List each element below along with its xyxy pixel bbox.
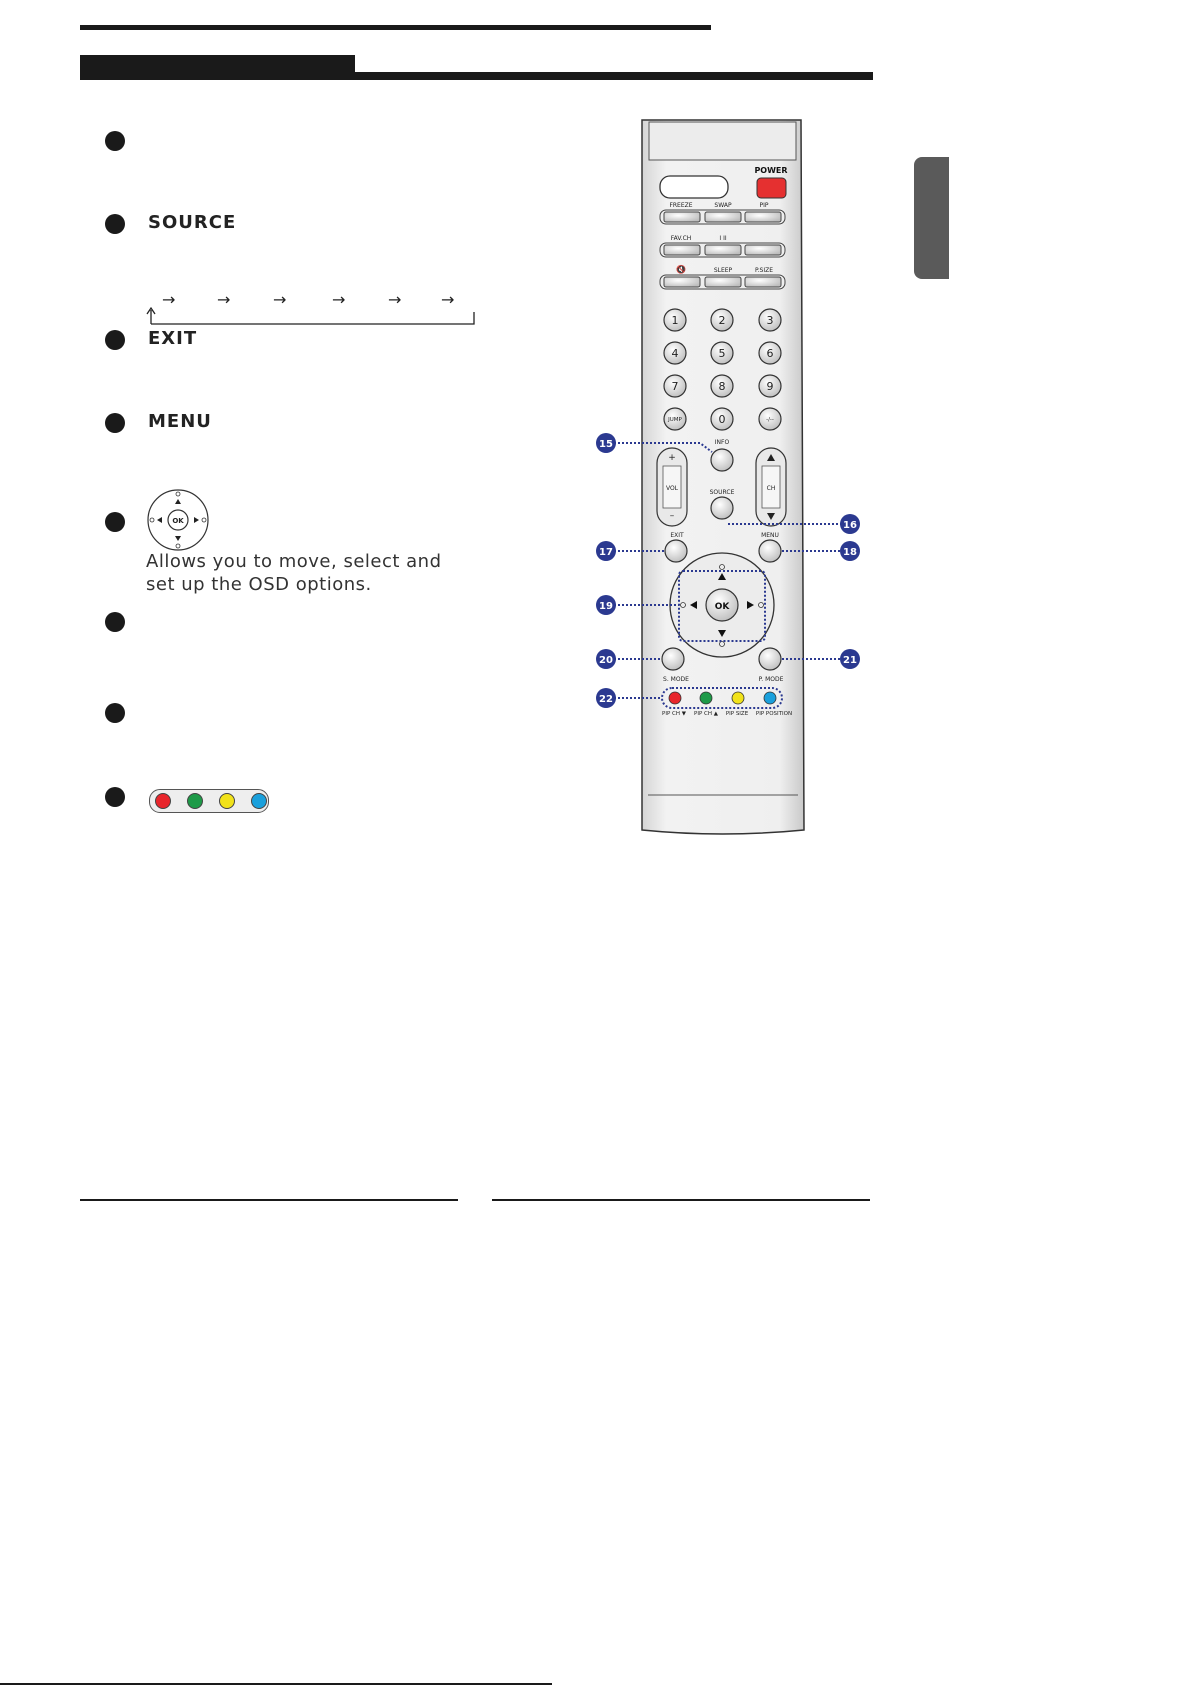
cycle-return-line [145, 304, 480, 326]
exit-label: EXIT [670, 532, 684, 539]
cycle-arrow: → [217, 290, 231, 309]
cycle-arrow: → [441, 290, 455, 309]
digit-label: -/-- [766, 417, 774, 423]
digit-label: 5 [718, 347, 726, 360]
menu-label: MENU [761, 532, 779, 539]
item-bullet-15 [105, 131, 125, 151]
callout-number: 16 [843, 520, 857, 531]
item-bullet-16 [105, 214, 125, 234]
item-bullet-17 [105, 330, 125, 350]
header-bottom-rule [355, 72, 873, 80]
digit-label: 6 [766, 347, 774, 360]
red-dot-icon [155, 793, 171, 809]
vol-plus: + [668, 453, 676, 463]
digit-label: 4 [671, 347, 679, 360]
item-title-exit: EXIT [148, 328, 198, 349]
btn-label-i-ii: I II [719, 235, 727, 242]
cycle-arrow: → [162, 290, 176, 309]
digit-label: 0 [718, 413, 726, 426]
navigation-pad-icon [146, 488, 210, 552]
btn-label-pip: PIP [759, 202, 769, 209]
yellow-dot-icon [219, 793, 235, 809]
pip-label-ch-down: PIP CH ▼ [662, 711, 686, 717]
cycle-arrow: → [332, 290, 346, 309]
pip-label-position: PIP POSITION [755, 711, 793, 717]
item-bullet-21 [105, 703, 125, 723]
item-title-source: SOURCE [148, 212, 237, 233]
callout-number: 21 [843, 655, 857, 666]
digit-label: 8 [718, 380, 726, 393]
footer-rule-right [492, 1199, 870, 1201]
callout-number: 22 [599, 694, 613, 705]
callout-number: 20 [599, 655, 613, 666]
digit-label: 9 [766, 380, 774, 393]
digit-label: JUMP [668, 417, 682, 423]
btn-label-psize: P.SIZE [754, 267, 774, 274]
digit-label: 3 [766, 314, 774, 327]
remote-control-illustration [585, 110, 875, 840]
digit-label: 7 [671, 380, 679, 393]
blue-dot-icon [251, 793, 267, 809]
power-label: POWER [754, 166, 788, 175]
callout-number: 17 [599, 547, 613, 558]
header-top-rule [80, 25, 711, 30]
btn-label-freeze: FREEZE [669, 202, 693, 209]
remote-ok-label: OK [714, 602, 730, 612]
nav-description: Allows you to move, select and set up the OSD options. [146, 551, 442, 595]
footer-rule-left [80, 1199, 458, 1201]
btn-label-sleep: SLEEP [713, 267, 733, 274]
side-tab [914, 157, 949, 279]
green-dot-icon [187, 793, 203, 809]
btn-label-favch: FAV.CH [670, 235, 692, 242]
item-bullet-22 [105, 787, 125, 807]
vol-minus: – [669, 511, 675, 521]
info-label: INFO [714, 439, 730, 446]
source-label: SOURCE [709, 489, 735, 496]
color-buttons-icon [149, 789, 269, 813]
btn-label-swap: SWAP [714, 202, 732, 209]
pmode-label: P. MODE [758, 676, 784, 683]
vol-label: VOL [665, 485, 679, 492]
item-bullet-18 [105, 413, 125, 433]
pip-label-ch-up: PIP CH ▲ [694, 711, 718, 717]
callout-number: 19 [599, 601, 613, 612]
ch-label: CH [766, 485, 776, 492]
digit-label: 1 [671, 314, 679, 327]
svg-text:🔇: 🔇 [676, 265, 686, 274]
item-bullet-20 [105, 612, 125, 632]
item-bullet-19 [105, 512, 125, 532]
nav-ok-label: OK [172, 517, 184, 525]
source-cycle-diagram [145, 290, 480, 326]
callout-number: 18 [843, 547, 857, 558]
cycle-arrow: → [273, 290, 287, 309]
cycle-arrow: → [388, 290, 402, 309]
callout-number: 15 [599, 439, 613, 450]
smode-label: S. MODE [663, 676, 689, 683]
item-title-menu: MENU [148, 411, 212, 432]
digit-label: 2 [718, 314, 726, 327]
pip-label-size: PIP SIZE [725, 711, 749, 717]
header-title-block [80, 55, 355, 80]
